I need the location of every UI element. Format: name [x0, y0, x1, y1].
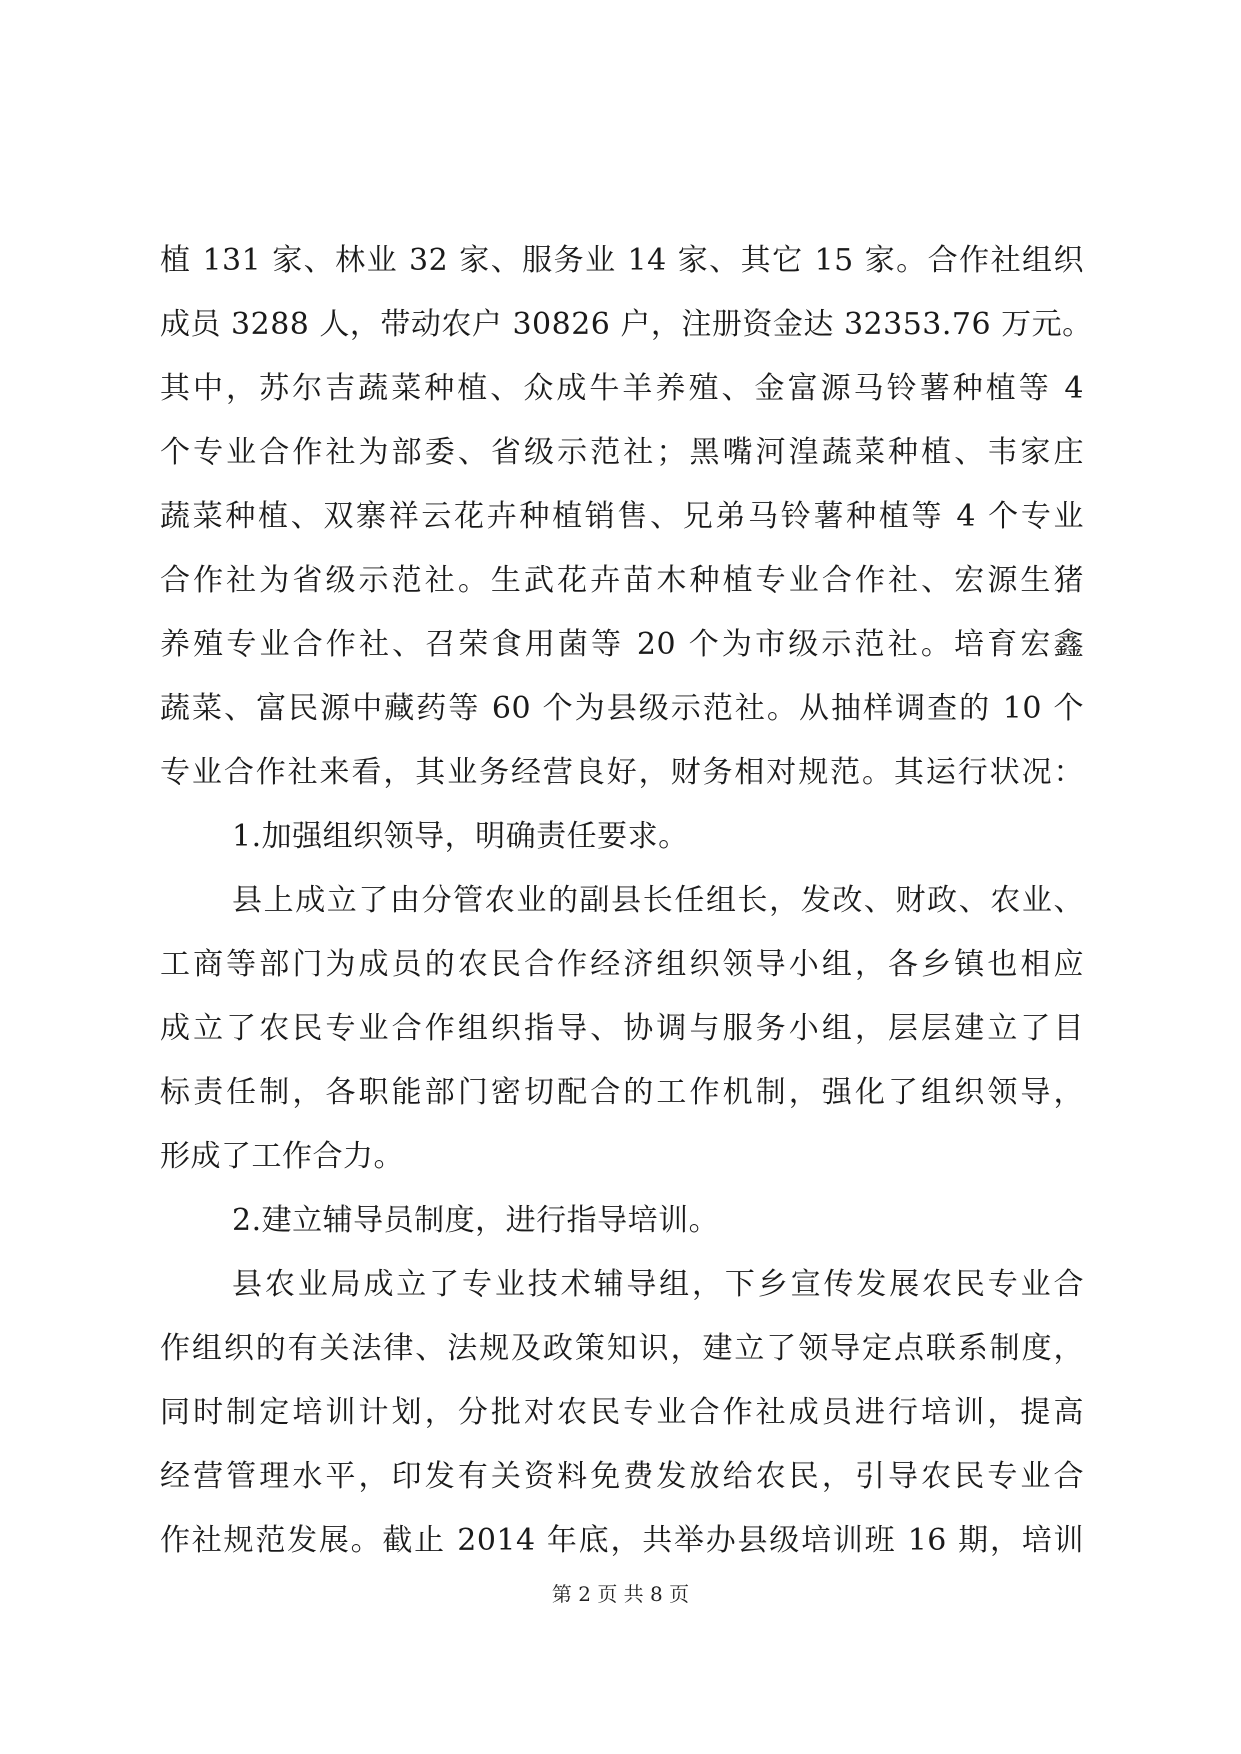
text-line: 标责任制，各职能部门密切配合的工作机制，强化了组织领导， [160, 1075, 1084, 1110]
text-line: 合作社为省级示范社。生武花卉苗木种植专业合作社、宏源生猪 [160, 563, 1084, 598]
text-line: 作社规范发展。截止 2014 年底，共举办县级培训班 16 期，培训 [160, 1523, 1084, 1558]
text-line: 蔬菜、富民源中藏药等 60 个为县级示范社。从抽样调查的 10 个 [160, 691, 1084, 726]
page-number-footer: 第 2 页 共 8 页 [551, 1582, 690, 1606]
section-heading: 2.建立辅导员制度，进行指导培训。 [232, 1203, 720, 1238]
text-line: 县上成立了由分管农业的副县长任组长，发改、财政、农业、 [232, 883, 1084, 918]
section-heading: 1.加强组织领导，明确责任要求。 [232, 819, 689, 854]
text-line: 形成了工作合力。 [160, 1139, 404, 1174]
text-line: 工商等部门为成员的农民合作经济组织领导小组，各乡镇也相应 [160, 947, 1084, 982]
text-line: 植 131 家、林业 32 家、服务业 14 家、其它 15 家。合作社组织 [160, 243, 1084, 278]
text-line: 成立了农民专业合作组织指导、协调与服务小组，层层建立了目 [160, 1011, 1084, 1046]
text-line: 其中，苏尔吉蔬菜种植、众成牛羊养殖、金富源马铃薯种植等 4 [160, 371, 1084, 406]
text-line: 作组织的有关法律、法规及政策知识，建立了领导定点联系制度， [160, 1331, 1084, 1366]
text-line: 蔬菜种植、双寨祥云花卉种植销售、兄弟马铃薯种植等 4 个专业 [160, 499, 1084, 534]
text-line: 成员 3288 人，带动农户 30826 户，注册资金达 32353.76 万元。 [160, 307, 1093, 342]
text-line: 同时制定培训计划，分批对农民专业合作社成员进行培训，提高 [160, 1395, 1084, 1430]
text-line: 养殖专业合作社、召荣食用菌等 20 个为市级示范社。培育宏鑫 [160, 627, 1084, 662]
body-text [160, 229, 1093, 1573]
text-line: 经营管理水平，印发有关资料免费发放给农民，引导农民专业合 [160, 1459, 1084, 1494]
text-line: 专业合作社来看，其业务经营良好，财务相对规范。其运行状况： [160, 755, 1084, 790]
text-line: 个专业合作社为部委、省级示范社；黑嘴河湟蔬菜种植、韦家庄 [160, 435, 1084, 470]
text-line: 县农业局成立了专业技术辅导组，下乡宣传发展农民专业合 [232, 1267, 1084, 1302]
